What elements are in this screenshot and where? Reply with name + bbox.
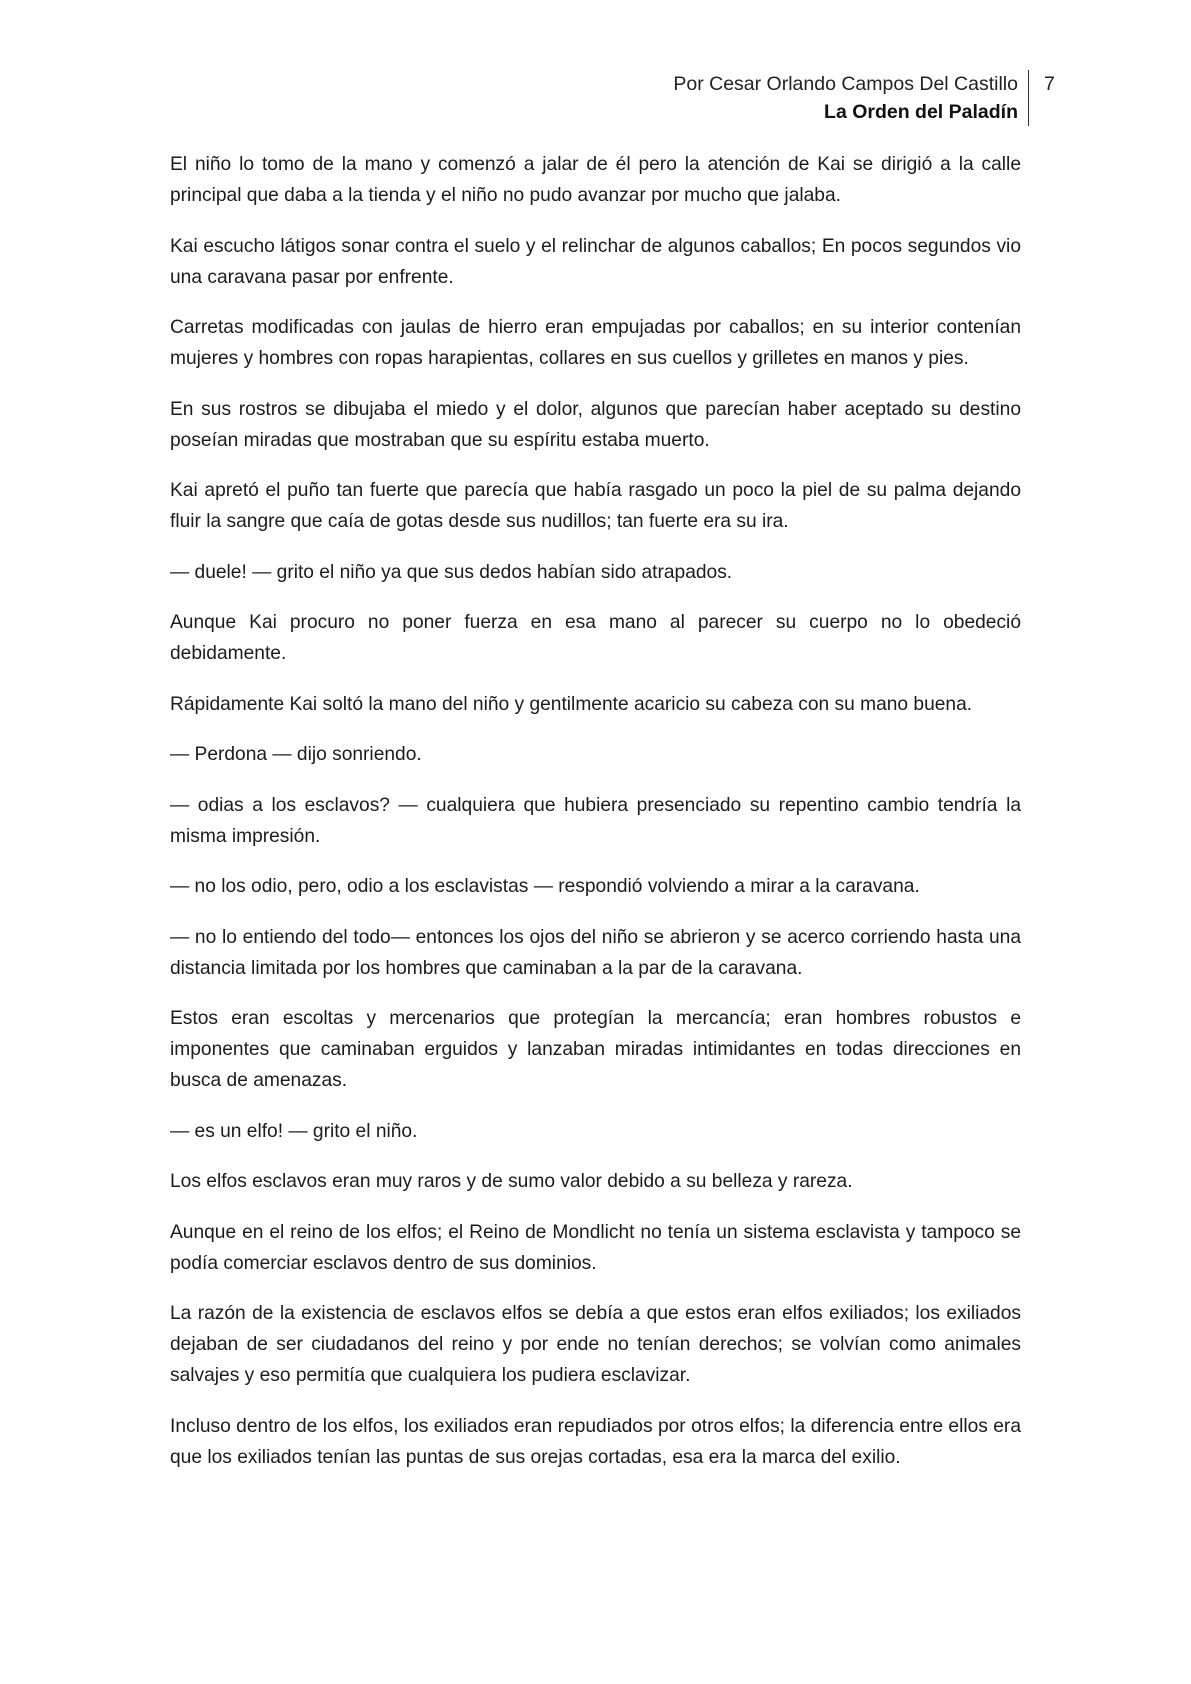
paragraph: Kai apretó el puño tan fuerte que parecía que había rasgado un poco la piel de su palma dejando fluir la sangre que caía de gotas desde sus nudillos; tan fuerte era su ira.: [170, 480, 1021, 532]
paragraph: — no lo entiendo del todo— entonces los ojos del niño se abrieron y se acerco corriendo hasta una distancia limitada por los hombres que caminaban a la par de la caravana.: [170, 926, 1021, 979]
paragraph: Aunque Kai procuro no poner fuerza en esa mano al parecer su cuerpo no lo obedeció debidamente.: [170, 612, 1021, 664]
paragraph: En sus rostros se dibujaba el miedo y el dolor, algunos que parecían haber aceptado su destino poseían miradas que mostraban que su espíritu estaba muerto.: [170, 398, 1021, 451]
header-author: Por Cesar Orlando Campos Del Castillo: [673, 73, 1018, 95]
paragraph: Aunque en el reino de los elfos; el Reino de Mondlicht no tenía un sistema esclavista y tampoco se podía comerciar esclavos dentro de sus dominios.: [170, 1221, 1021, 1274]
paragraph: Estos eran escoltas y mercenarios que protegían la mercancía; eran hombres robustos e imponentes que caminaban erguidos y lanzaban miradas intimidantes en todas direcciones en busca de amenazas.: [170, 1008, 1021, 1091]
page-number: 7: [1044, 73, 1055, 95]
paragraph: El niño lo tomo de la mano y comenzó a jalar de él pero la atención de Kai se dirigió a la calle principal que daba a la tienda y el niño no pudo avanzar por mucho que jalaba.: [170, 154, 1021, 206]
paragraph: Rápidamente Kai soltó la mano del niño y gentilmente acaricio su cabeza con su mano buena.: [170, 693, 973, 715]
paragraph: Kai escucho látigos sonar contra el suelo y el relinchar de algunos caballos; En pocos segundos vio una caravana pasar por enfrente.: [170, 235, 1021, 288]
paragraph: — odias a los esclavos? — cualquiera que hubiera presenciado su repentino cambio tendría la misma impresión.: [170, 794, 1021, 847]
paragraph: Incluso dentro de los elfos, los exiliados eran repudiados por otros elfos; la diferencia entre ellos era que los exiliados tenían las puntas de sus orejas cortadas, esa era la marca del exilio.: [170, 1415, 1021, 1468]
paragraph: — Perdona — dijo sonriendo.: [170, 744, 422, 765]
page-header: [673, 70, 1029, 126]
paragraph: Carretas modificadas con jaulas de hierro eran empujadas por caballos; en su interior contenían mujeres y hombres con ropas harapientas, collares en sus cuellos y grilletes en manos y pies.: [170, 317, 1021, 369]
header-book-title: La Orden del Paladín: [824, 101, 1018, 123]
body-text: [170, 149, 1021, 1492]
paragraph: — es un elfo! — grito el niño.: [170, 1120, 418, 1142]
paragraph: — duele! — grito el niño ya que sus dedos habían sido atrapados.: [170, 561, 733, 583]
paragraph: Los elfos esclavos eran muy raros y de sumo valor debido a su belleza y rareza.: [170, 1171, 853, 1192]
paragraph: La razón de la existencia de esclavos elfos se debía a que estos eran elfos exiliados; los exiliados dejaban de ser ciudadanos del reino y por ende no tenían derechos; se volvían como animales salvajes y eso permitía que cualquiera los pudiera esclavizar.: [170, 1303, 1021, 1386]
paragraph: — no los odio, pero, odio a los esclavistas — respondió volviendo a mirar a la caravana.: [170, 876, 920, 897]
